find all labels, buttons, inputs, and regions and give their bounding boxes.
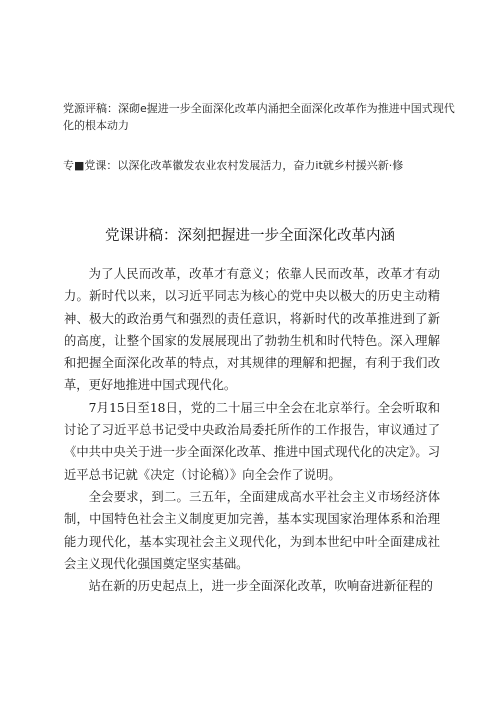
document-body <box>64 263 440 597</box>
paragraph-1: 为了人民而改革，改革才有意义；依靠人民而改革，改革才有动力。新时代以来，以习近平同志为核心的党中央以极大的历史主动精神、极大的政治勇气和强烈的责任意识，将新时代的改革推进到了新的高度，让整个国家的发展展现出了勃勃生机和时代特色。深入理解和把握全面深化改革的特点，对其规律的理解和把握，有利于我们改革，更好地推进中国式现代化。 <box>64 267 440 393</box>
paragraph-2: 7月15日至18日，党的二十届三中全会在北京举行。全会听取和讨论了习近平总书记受中央政治局委托所作的工作报告，审议通过了《中共中央关于进一步全面深化改革、推进中国式现代化的决定》。习近平总书记就《决定（讨论稿）》向全会作了说明。 <box>64 400 440 482</box>
paragraph-4: 站在新的历史起点上，进一步全面深化改革，吹响奋进新征程的 <box>88 579 433 594</box>
paragraph-3: 全会要求，到二。三五年，全面建成高水平社会主义市场经济体制，中国特色社会主义制度更加完善，基本实现国家治理体系和治理能力现代化，基本实现社会主义现代化，为到本世纪中叶全面建成社会主义现代化强国奠定坚实基础。 <box>64 489 440 571</box>
document-title: 党课讲稿：深刻把握进一步全面深化改革内涵 <box>105 228 395 244</box>
toc-item-1: 党源评稿：深砌e握进一步全面深化改革内涌把全面深化改革作为推进中国式现代化的根本动力 <box>63 102 455 132</box>
toc-item-2: 专■党课：以深化改革徽发农业农村发展活力，奋力it就乡村援兴新·修 <box>63 159 404 172</box>
